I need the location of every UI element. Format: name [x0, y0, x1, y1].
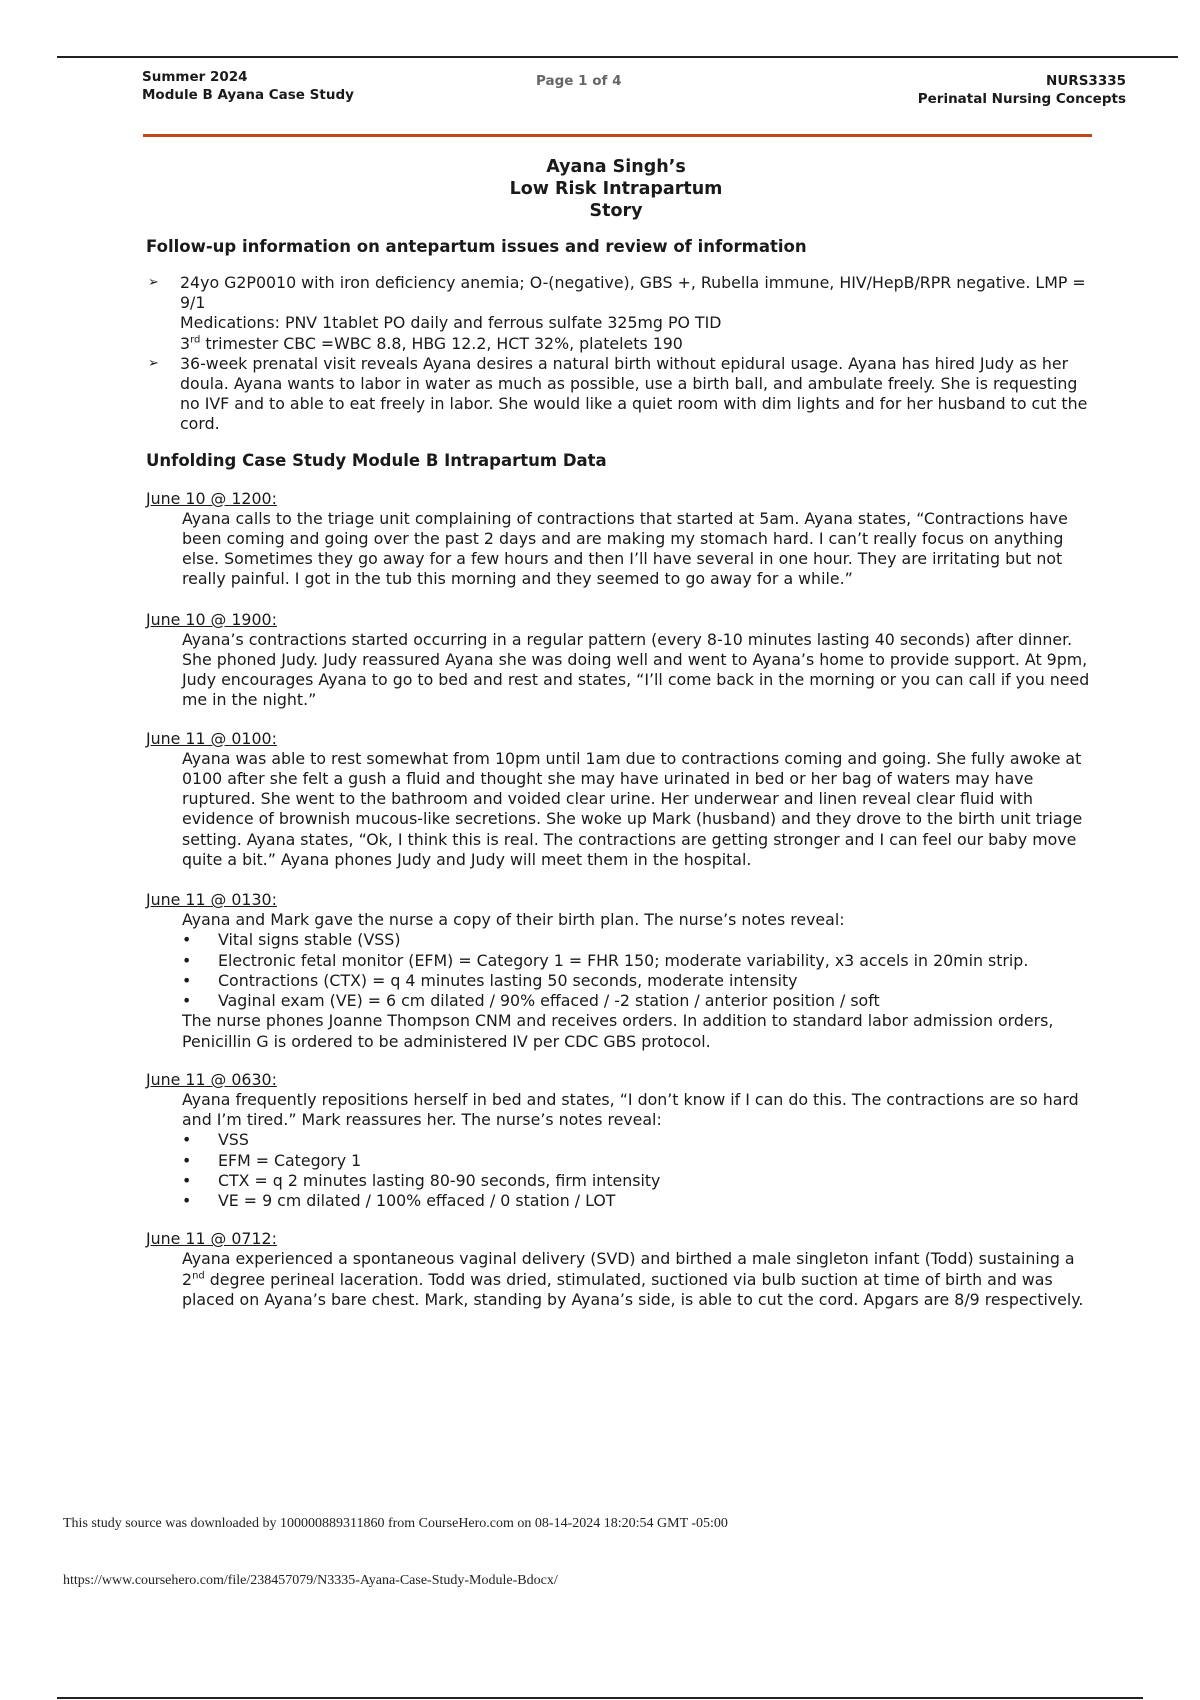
section-heading-antepartum: Follow-up information on antepartum issues and review of information	[146, 237, 807, 256]
delivery-text: Ayana experienced a spontaneous vaginal delivery (SVD) and birthed a male singleton infant (Todd) sustaining a 2	[182, 1249, 1075, 1289]
entry-body	[146, 1090, 1094, 1211]
case-entry	[146, 1229, 1094, 1310]
entry-date: June 11 @ 0100:	[146, 728, 277, 748]
antepartum-list	[146, 273, 1094, 435]
list-item	[182, 991, 1094, 1011]
header-course-code: NURS3335	[1046, 73, 1126, 89]
arrow-bullet-icon: ➢	[148, 355, 159, 371]
note-text: Vital signs stable (VSS)	[218, 930, 401, 950]
list-item	[182, 1191, 1094, 1211]
list-item	[182, 1171, 1094, 1191]
nurse-notes-list	[182, 1130, 1094, 1211]
ordinal-suffix: nd	[192, 1270, 205, 1282]
entry-intro: Ayana frequently repositions herself in bed and states, “I don’t know if I can do this. The contractions are so hard and I’m tired.” Mark reassures her. The nurse’s notes reveal:	[182, 1089, 1079, 1130]
entry-date: June 10 @ 1900:	[146, 609, 277, 629]
header-right	[918, 72, 1126, 108]
list-item	[182, 1130, 1094, 1150]
header-course-name: Perinatal Nursing Concepts	[917, 91, 1126, 107]
list-item	[182, 951, 1094, 971]
header-module: Module B Ayana Case Study	[142, 87, 354, 103]
entry-body	[146, 1249, 1094, 1310]
note-text: VSS	[218, 1130, 249, 1150]
list-item	[182, 930, 1094, 950]
title-line-3: Story	[589, 201, 643, 221]
entry-intro: Ayana and Mark gave the nurse a copy of their birth plan. The nurse’s notes reveal:	[182, 910, 845, 930]
list-item	[182, 971, 1094, 991]
prenatal-visit: 36-week prenatal visit reveals Ayana desires a natural birth without epidural usage. Ayana has hired Judy as her doula. Ayana wants to labor in water as much as possible, use a birth ball, and ambulate freely. She is requesting no IVF and to able to eat freely in labor. She would like a quiet room with dim lights and for her husband to cut the cord.	[180, 353, 1088, 434]
note-text: CTX = q 2 minutes lasting 80-90 seconds, firm intensity	[218, 1170, 661, 1190]
section-heading-intrapartum: Unfolding Case Study Module B Intrapartum Data	[146, 450, 607, 470]
bullet-dot-icon: •	[182, 1150, 192, 1170]
cbc-results	[180, 334, 1094, 354]
header-term: Summer 2024	[142, 69, 248, 85]
delivery-text-continued: degree perineal laceration. Todd was dried, stimulated, suctioned via bulb suction at time of birth and was placed on Ayana’s bare chest. Mark, standing by Ayana’s side, is able to cut the cord. Apgars are 8/9 respectively.	[182, 1269, 1084, 1309]
page-number: Page 1 of 4	[536, 73, 622, 89]
bullet-dot-icon: •	[182, 930, 192, 950]
list-item	[146, 273, 1094, 354]
title-line-2: Low Risk Intrapartum	[509, 179, 723, 199]
medications: Medications: PNV 1tablet PO daily and ferrous sulfate 325mg PO TID	[180, 313, 722, 333]
header-divider	[143, 134, 1092, 137]
top-rule	[57, 56, 1178, 58]
document-body	[146, 156, 1094, 1310]
entry-date: June 10 @ 1200:	[146, 488, 277, 508]
entry-body: Ayana was able to rest somewhat from 10pm until 1am due to contractions coming and going. She fully awoke at 0100 after she felt a gush a fluid and thought she may have urinated in bed or her bag of waters may have ruptured. She went to the bathroom and voided clear urine. Her underwear and linen reveal clear fluid with evidence of brownish mucous-like secretions. She woke up Mark (husband) and they drove to the birth unit triage setting. Ayana states, “Ok, I think this is real. The contractions are getting stronger and I can feel our baby move quite a bit.” Ayana phones Judy and Judy will meet them in the hospital.	[182, 748, 1083, 869]
list-item	[146, 354, 1094, 435]
entry-date: June 11 @ 0630:	[146, 1069, 277, 1089]
note-text: EFM = Category 1	[218, 1150, 362, 1170]
entry-body: Ayana calls to the triage unit complaining of contractions that started at 5am. Ayana states, “Contractions have been coming and going over the past 2 days and are making my stomach hard. I can’t really focus on anything else. Sometimes they go away for a few hours and then I’ll have several in one hour. They are irritating but not really painful. I got in the tub this morning and they seemed to go away for a while.”	[182, 508, 1068, 589]
entry-body	[146, 910, 1094, 1051]
note-text: VE = 9 cm dilated / 100% effaced / 0 station / LOT	[218, 1190, 616, 1210]
bottom-rule	[57, 1697, 1143, 1699]
download-notice: This study source was downloaded by 100000889311860 from CourseHero.com on 08-14-2024 18:20:54 GMT -05:00	[63, 1516, 728, 1531]
bullet-dot-icon: •	[182, 970, 192, 990]
source-url[interactable]: https://www.coursehero.com/file/238457079/N3335-Ayana-Case-Study-Module-Bdocx/	[63, 1573, 558, 1588]
bullet-dot-icon: •	[182, 950, 192, 970]
list-item	[182, 1151, 1094, 1171]
entry-outro: The nurse phones Joanne Thompson CNM and receives orders. In addition to standard labor admission orders, Penicillin G is ordered to be administered IV per CDC GBS protocol.	[182, 1011, 1054, 1051]
case-entry	[146, 489, 1094, 590]
entry-date: June 11 @ 0712:	[146, 1229, 277, 1249]
case-entry	[146, 729, 1094, 870]
arrow-bullet-icon: ➢	[148, 275, 159, 290]
bullet-dot-icon: •	[182, 1170, 192, 1190]
header-left	[142, 68, 354, 104]
entry-body: Ayana’s contractions started occurring in a regular pattern (every 8-10 minutes lasting 40 seconds) after dinner. She phoned Judy. Judy reassured Ayana she was doing well and went to Ayana’s home to provide support. At 9pm, Judy encourages Ayana to go to bed and rest and states, “I’ll come back in the morning or you can call if you need me in the night.”	[182, 629, 1090, 710]
note-text: Contractions (CTX) = q 4 minutes lasting 50 seconds, moderate intensity	[218, 970, 798, 990]
case-entry	[146, 610, 1094, 711]
case-entry	[146, 1070, 1094, 1211]
patient-summary: 24yo G2P0010 with iron deficiency anemia; O-(negative), GBS +, Rubella immune, HIV/HepB/RPR negative. LMP = 9/1	[180, 273, 1086, 313]
bullet-dot-icon: •	[182, 1190, 192, 1210]
note-text: Vaginal exam (VE) = 6 cm dilated / 90% effaced / -2 station / anterior position / soft	[218, 991, 880, 1011]
entry-date: June 11 @ 0130:	[146, 890, 277, 910]
document-title	[138, 156, 1094, 222]
cbc-ordinal: 3	[180, 333, 191, 353]
page-header	[142, 68, 1126, 108]
bullet-dot-icon: •	[182, 1130, 192, 1150]
title-line-1: Ayana Singh’s	[546, 157, 686, 177]
note-text: Electronic fetal monitor (EFM) = Category 1 = FHR 150; moderate variability, x3 accels in 20min strip.	[218, 950, 1029, 970]
cbc-ordinal-suffix: rd	[190, 334, 201, 346]
nurse-notes-list	[182, 930, 1094, 1011]
case-entry	[146, 890, 1094, 1052]
bullet-dot-icon: •	[182, 991, 192, 1011]
cbc-values: trimester CBC =WBC 8.8, HBG 12.2, HCT 32%, platelets 190	[200, 333, 683, 353]
